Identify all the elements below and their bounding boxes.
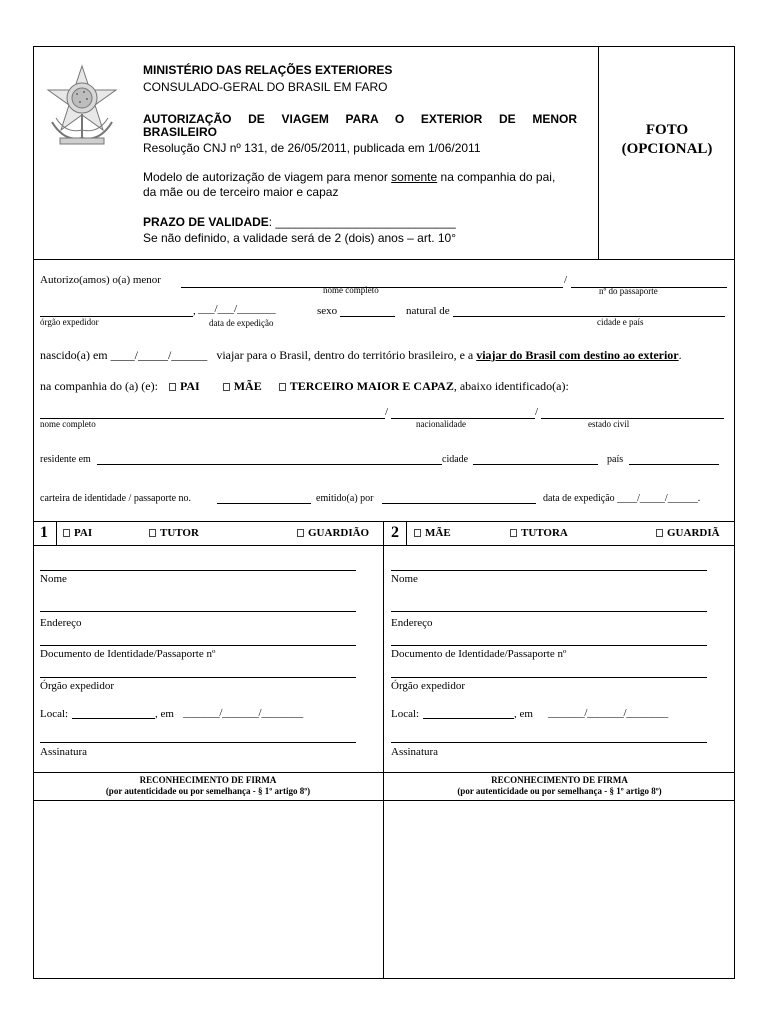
consulate-title: CONSULADO-GERAL DO BRASIL EM FARO (143, 80, 388, 94)
name-caption: nome completo (323, 285, 379, 295)
slash-separator: / (564, 274, 568, 286)
checkbox-icon (510, 529, 517, 537)
companion-choice-line: na companhia do (a) (e): PAI MÃE TERCEIRO MAIOR E CAPAZ, abaixo identificado(a): (40, 379, 569, 393)
issued-by-label: emitido(a) por (316, 493, 374, 504)
left-signature-label: Assinatura (40, 746, 88, 758)
checkbox-terceiro[interactable]: TERCEIRO MAIOR E CAPAZ (279, 379, 454, 393)
country-line[interactable] (629, 464, 719, 465)
header-bottom-rule (33, 259, 735, 260)
right-date-field[interactable]: _______/_______/________ (548, 707, 668, 719)
nationality-caption: nacionalidade (416, 419, 466, 429)
ministry-title: MINISTÉRIO DAS RELAÇÕES EXTERIORES (143, 63, 393, 77)
right-address-label: Endereço (391, 617, 433, 629)
parents-top-rule (33, 521, 735, 522)
issue-date-field[interactable]: ___/___/_______ (198, 303, 276, 315)
resolution-text: Resolução CNJ nº 131, de 26/05/2011, publicada em 1/06/2011 (143, 141, 481, 155)
resident-label: residente em (40, 454, 91, 465)
city-line[interactable] (473, 464, 598, 465)
left-address-label: Endereço (40, 617, 82, 629)
left-number-divider (56, 521, 57, 545)
expedition-date-field[interactable]: data de expedição ____/_____/______. (543, 493, 701, 504)
left-recognition-header: RECONHECIMENTO DE FIRMA (por autenticidade ou por semelhança - § 1º artigo 8º) (105, 775, 311, 796)
authorize-label: Autorizo(amos) o(a) menor (40, 274, 161, 286)
passport-caption: nº do passaporte (599, 286, 658, 296)
left-document-line[interactable] (40, 645, 356, 646)
slash-separator: / (385, 406, 389, 418)
civil-status-caption: estado civil (588, 419, 630, 429)
right-issuer-label: Órgão expedidor (391, 680, 466, 692)
right-name-label: Nome (391, 573, 418, 585)
checkbox-mae[interactable]: MÃE (223, 379, 262, 393)
left-address-line[interactable] (40, 611, 356, 612)
issuer-caption: órgão expedidor (40, 317, 99, 327)
left-notary-stamp-area[interactable] (34, 801, 382, 978)
brazil-coat-of-arms-emblem (44, 64, 120, 148)
issue-date-caption: data de expedição (209, 318, 274, 328)
city-label: cidade (442, 454, 469, 465)
left-em-label: , em (155, 708, 174, 720)
right-local-label: Local: (391, 708, 420, 720)
validity-field[interactable] (143, 215, 456, 229)
left-name-line[interactable] (40, 570, 356, 571)
checkbox-icon (656, 529, 663, 537)
model-description-line1: Modelo de autorização de viagem para menor somente na companhia do pai, (143, 170, 556, 184)
checkbox-icon (169, 383, 176, 391)
left-option-guardiao[interactable]: GUARDIÃO (297, 527, 369, 539)
natural-label: natural de (406, 305, 450, 317)
right-option-guardia[interactable]: GUARDIÃ (656, 527, 720, 539)
sex-line[interactable] (340, 316, 395, 317)
recognition-top-rule (33, 772, 735, 773)
right-option-tutora[interactable]: TUTORA (510, 527, 568, 539)
left-date-field[interactable]: _______/_______/________ (183, 707, 303, 719)
comma-separator: , (193, 305, 196, 317)
parents-center-divider (383, 521, 384, 979)
left-issuer-line[interactable] (40, 677, 356, 678)
right-section-number: 2 (391, 524, 399, 541)
left-document-label: Documento de Identidade/Passaporte nº (40, 648, 216, 660)
left-local-line[interactable] (72, 718, 155, 719)
right-recognition-header: RECONHECIMENTO DE FIRMA (por autenticidade ou por semelhança - § 1º artigo 8º) (457, 775, 662, 796)
right-local-line[interactable] (423, 718, 514, 719)
right-option-mae[interactable]: MÃE (414, 527, 451, 539)
checkbox-icon (63, 529, 70, 537)
issued-by-line[interactable] (382, 503, 536, 504)
somente-emphasis: somente (391, 170, 438, 184)
right-notary-stamp-area[interactable] (385, 801, 734, 978)
right-signature-label: Assinatura (391, 746, 439, 758)
photo-placeholder[interactable]: FOTO (OPCIONAL) (621, 122, 713, 157)
resident-line[interactable] (97, 464, 442, 465)
birth-travel-line: nascido(a) em ____/_____/______ viajar para o Brasil, dentro do território brasileiro, e a viajar do Brasil com destino ao exterior. (40, 348, 682, 362)
id-number-line[interactable] (217, 503, 311, 504)
right-document-line[interactable] (391, 645, 707, 646)
id-document-label: carteira de identidade / passaporte no. (40, 493, 192, 504)
right-em-label: , em (514, 708, 533, 720)
checkbox-icon (223, 383, 230, 391)
checkbox-icon (279, 383, 286, 391)
validity-blank: : ___________________________ (268, 215, 456, 229)
birth-date-field[interactable]: ____/_____/______ (110, 348, 208, 362)
slash-separator: / (535, 406, 539, 418)
left-section-number: 1 (40, 524, 48, 541)
left-option-tutor[interactable]: TUTOR (149, 527, 199, 539)
checkbox-icon (149, 529, 156, 537)
left-local-label: Local: (40, 708, 69, 720)
checkbox-icon (414, 529, 421, 537)
right-name-line[interactable] (391, 570, 707, 571)
left-issuer-label: Órgão expedidor (40, 680, 115, 692)
right-address-line[interactable] (391, 611, 707, 612)
model-description-line2: da mãe ou de terceiro maior e capaz (143, 185, 339, 199)
left-option-pai[interactable]: PAI (63, 527, 92, 539)
validity-note: Se não definido, a validade será de 2 (dois) anos – art. 10° (143, 231, 457, 245)
country-label: país (607, 454, 624, 465)
left-signature-line[interactable] (40, 742, 356, 743)
right-issuer-line[interactable] (391, 677, 707, 678)
right-number-divider (406, 521, 407, 545)
validity-label: PRAZO DE VALIDADE (143, 215, 269, 229)
checkbox-pai[interactable]: PAI (169, 379, 200, 393)
birthplace-line[interactable] (453, 316, 725, 317)
sex-label: sexo (317, 305, 338, 317)
travel-abroad-emphasis: viajar do Brasil com destino ao exterior (476, 348, 679, 362)
form-title-line2: BRASILEIRO (143, 125, 218, 139)
right-document-label: Documento de Identidade/Passaporte nº (391, 648, 567, 660)
parents-header-rule (33, 545, 735, 546)
form-title-line1: AUTORIZAÇÃO DE VIAGEM PARA O EXTERIOR DE MENOR (143, 112, 577, 126)
companion-name-caption: nome completo (40, 419, 96, 429)
right-signature-line[interactable] (391, 742, 707, 743)
city-country-caption: cidade e país (597, 317, 644, 327)
left-name-label: Nome (40, 573, 67, 585)
companion-civil-line[interactable] (541, 418, 724, 419)
checkbox-icon (297, 529, 304, 537)
